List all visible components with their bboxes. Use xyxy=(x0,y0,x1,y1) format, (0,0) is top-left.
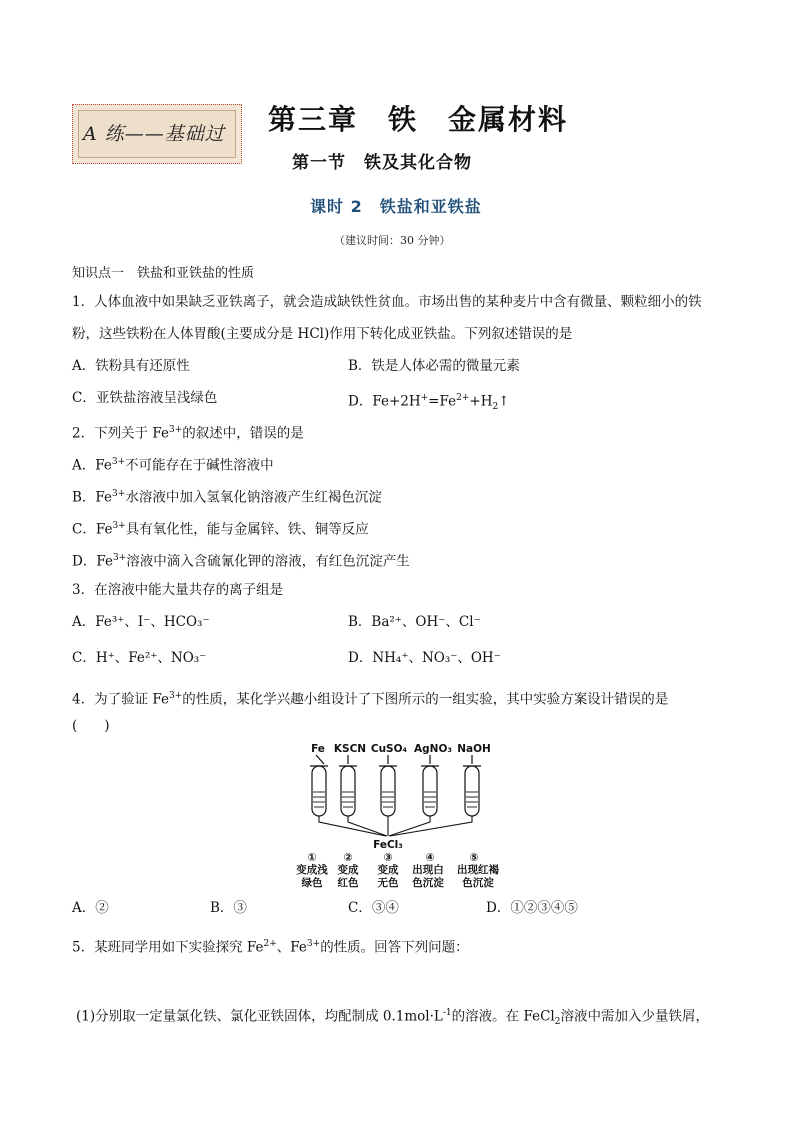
reagent-naoh: NaOH xyxy=(457,743,491,755)
tube-number-5: ⑤ xyxy=(469,851,479,864)
lesson-title: 课时 2 铁盐和亚铁盐 xyxy=(310,197,482,216)
q5-sub1: (1)分别取一定量氯化铁、氯化亚铁固体，均配制成 $0.1mol\cdot L^{-1}$的溶液。在 FeCl$_2$溶液中需加入少量铁屑， xyxy=(76,1008,709,1028)
q5-stem: 5．某班同学用如下实验探究 $Fe^{2+}$、$Fe^{3+}$的性质。回答下列问题： xyxy=(72,939,469,956)
tube-number-3: ③ xyxy=(383,851,393,864)
observation-3-line2: 无色 xyxy=(377,877,399,888)
q3-option-c: C．H⁺、Fe²⁺、NO₃⁻ xyxy=(72,650,207,666)
q1-d-end: +H xyxy=(469,393,493,410)
badge-label: A 练——基础过 xyxy=(83,123,225,145)
q3-option-d: D．NH₄⁺、NO₃⁻、OH⁻ xyxy=(348,650,501,666)
q3-stem: 3．在溶液中能大量共存的离子组是 xyxy=(72,582,284,598)
q1-option-b: B．铁是人体必需的微量元素 xyxy=(348,358,520,374)
q2-option-c: C．$Fe^{3+}$具有氧化性，能与金属锌、铁、铜等反应 xyxy=(72,521,369,538)
observation-4-line2: 色沉淀 xyxy=(412,877,444,888)
q1-option-d: D．$Fe+2H^+=Fe^{2+}+H_2↑$ xyxy=(348,393,510,413)
reagent-agno3: AgNO₃ xyxy=(414,743,452,755)
test-tube-3 xyxy=(379,766,397,816)
observation-1-line1: 变成浅 xyxy=(296,864,328,876)
reagent-cuso4: CuSO₄ xyxy=(370,743,408,755)
q1-d-arrow: ↑ xyxy=(498,393,510,410)
fecl3-label: FeCl₃ xyxy=(373,839,403,851)
reagent-kscn: KSCN xyxy=(333,743,367,755)
section-badge xyxy=(72,104,242,164)
q1-stem-line1: 1．人体血液中如果缺乏亚铁离子，就会造成缺铁性贫血。市场出售的某种麦片中含有微量、颗粒细小的铁 xyxy=(72,294,702,310)
tube-number-1: ① xyxy=(307,851,317,864)
observation-3-line1: 变成 xyxy=(377,864,399,876)
observation-2-line1: 变成 xyxy=(337,864,359,876)
q2-stem: 2．下列关于 $Fe^{3+}$的叙述中，错误的是 xyxy=(72,425,304,442)
test-tube-5 xyxy=(463,766,481,816)
knowledge-point-heading: 知识点一 铁盐和亚铁盐的性质 xyxy=(72,266,255,281)
q1-option-c: C．亚铁盐溶液呈浅绿色 xyxy=(72,390,218,406)
q3-option-a: A．Fe³⁺、I⁻、HCO₃⁻ xyxy=(72,614,210,630)
q2-option-b: B．$Fe^{3+}$水溶液中加入氢氧化钠溶液产生红褐色沉淀 xyxy=(72,489,382,506)
q4-option-d: D．①②③④⑤ xyxy=(486,900,578,916)
test-tube-2 xyxy=(339,766,357,816)
observation-4-line1: 出现白 xyxy=(412,864,444,876)
section-title: 第一节 铁及其化合物 xyxy=(292,153,472,173)
q1-option-a: A．铁粉具有还原性 xyxy=(72,358,190,374)
q4-stem: 4．为了验证 $Fe^{3+}$的性质，某化学兴趣小组设计了下图所示的一组实验，其中实验方案设计错误的是 xyxy=(72,691,669,708)
q4-option-c: C．③④ xyxy=(348,900,399,916)
q2-option-d: D．$Fe^{3+}$溶液中滴入含硫氰化钾的溶液，有红色沉淀产生 xyxy=(72,553,410,570)
q4-option-a: A．② xyxy=(72,900,109,916)
q4-answer-paren: ( ) xyxy=(72,718,110,734)
test-tube-4 xyxy=(421,766,439,816)
q1-d-prefix: D．Fe+2H xyxy=(348,393,421,410)
experiment-diagram xyxy=(290,740,510,888)
q3-option-b: B．Ba²⁺、OH⁻、Cl⁻ xyxy=(348,614,481,630)
observation-5-line2: 色沉淀 xyxy=(462,877,494,888)
q2-option-a: A．$Fe^{3+}$不可能存在于碱性溶液中 xyxy=(72,457,274,474)
q1-stem-line2: 粉，这些铁粉在人体胃酸(主要成分是 HCl)作用下转化成亚铁盐。下列叙述错误的是 xyxy=(72,326,573,342)
tube-number-4: ④ xyxy=(425,851,435,864)
tube-number-2: ② xyxy=(343,851,353,864)
q1-d-mid: =Fe xyxy=(428,393,457,410)
q4-option-b: B．③ xyxy=(210,900,247,916)
observation-5-line1: 出现红褐 xyxy=(457,864,499,876)
chapter-title: 第三章 铁 金属材料 xyxy=(268,103,569,136)
reagent-fe: Fe xyxy=(311,743,325,755)
suggested-time: （建议时间：30 分钟） xyxy=(334,234,451,247)
observation-2-line2: 红色 xyxy=(337,877,359,888)
test-tube-1 xyxy=(310,766,328,816)
observation-1-line2: 绿色 xyxy=(301,877,323,888)
